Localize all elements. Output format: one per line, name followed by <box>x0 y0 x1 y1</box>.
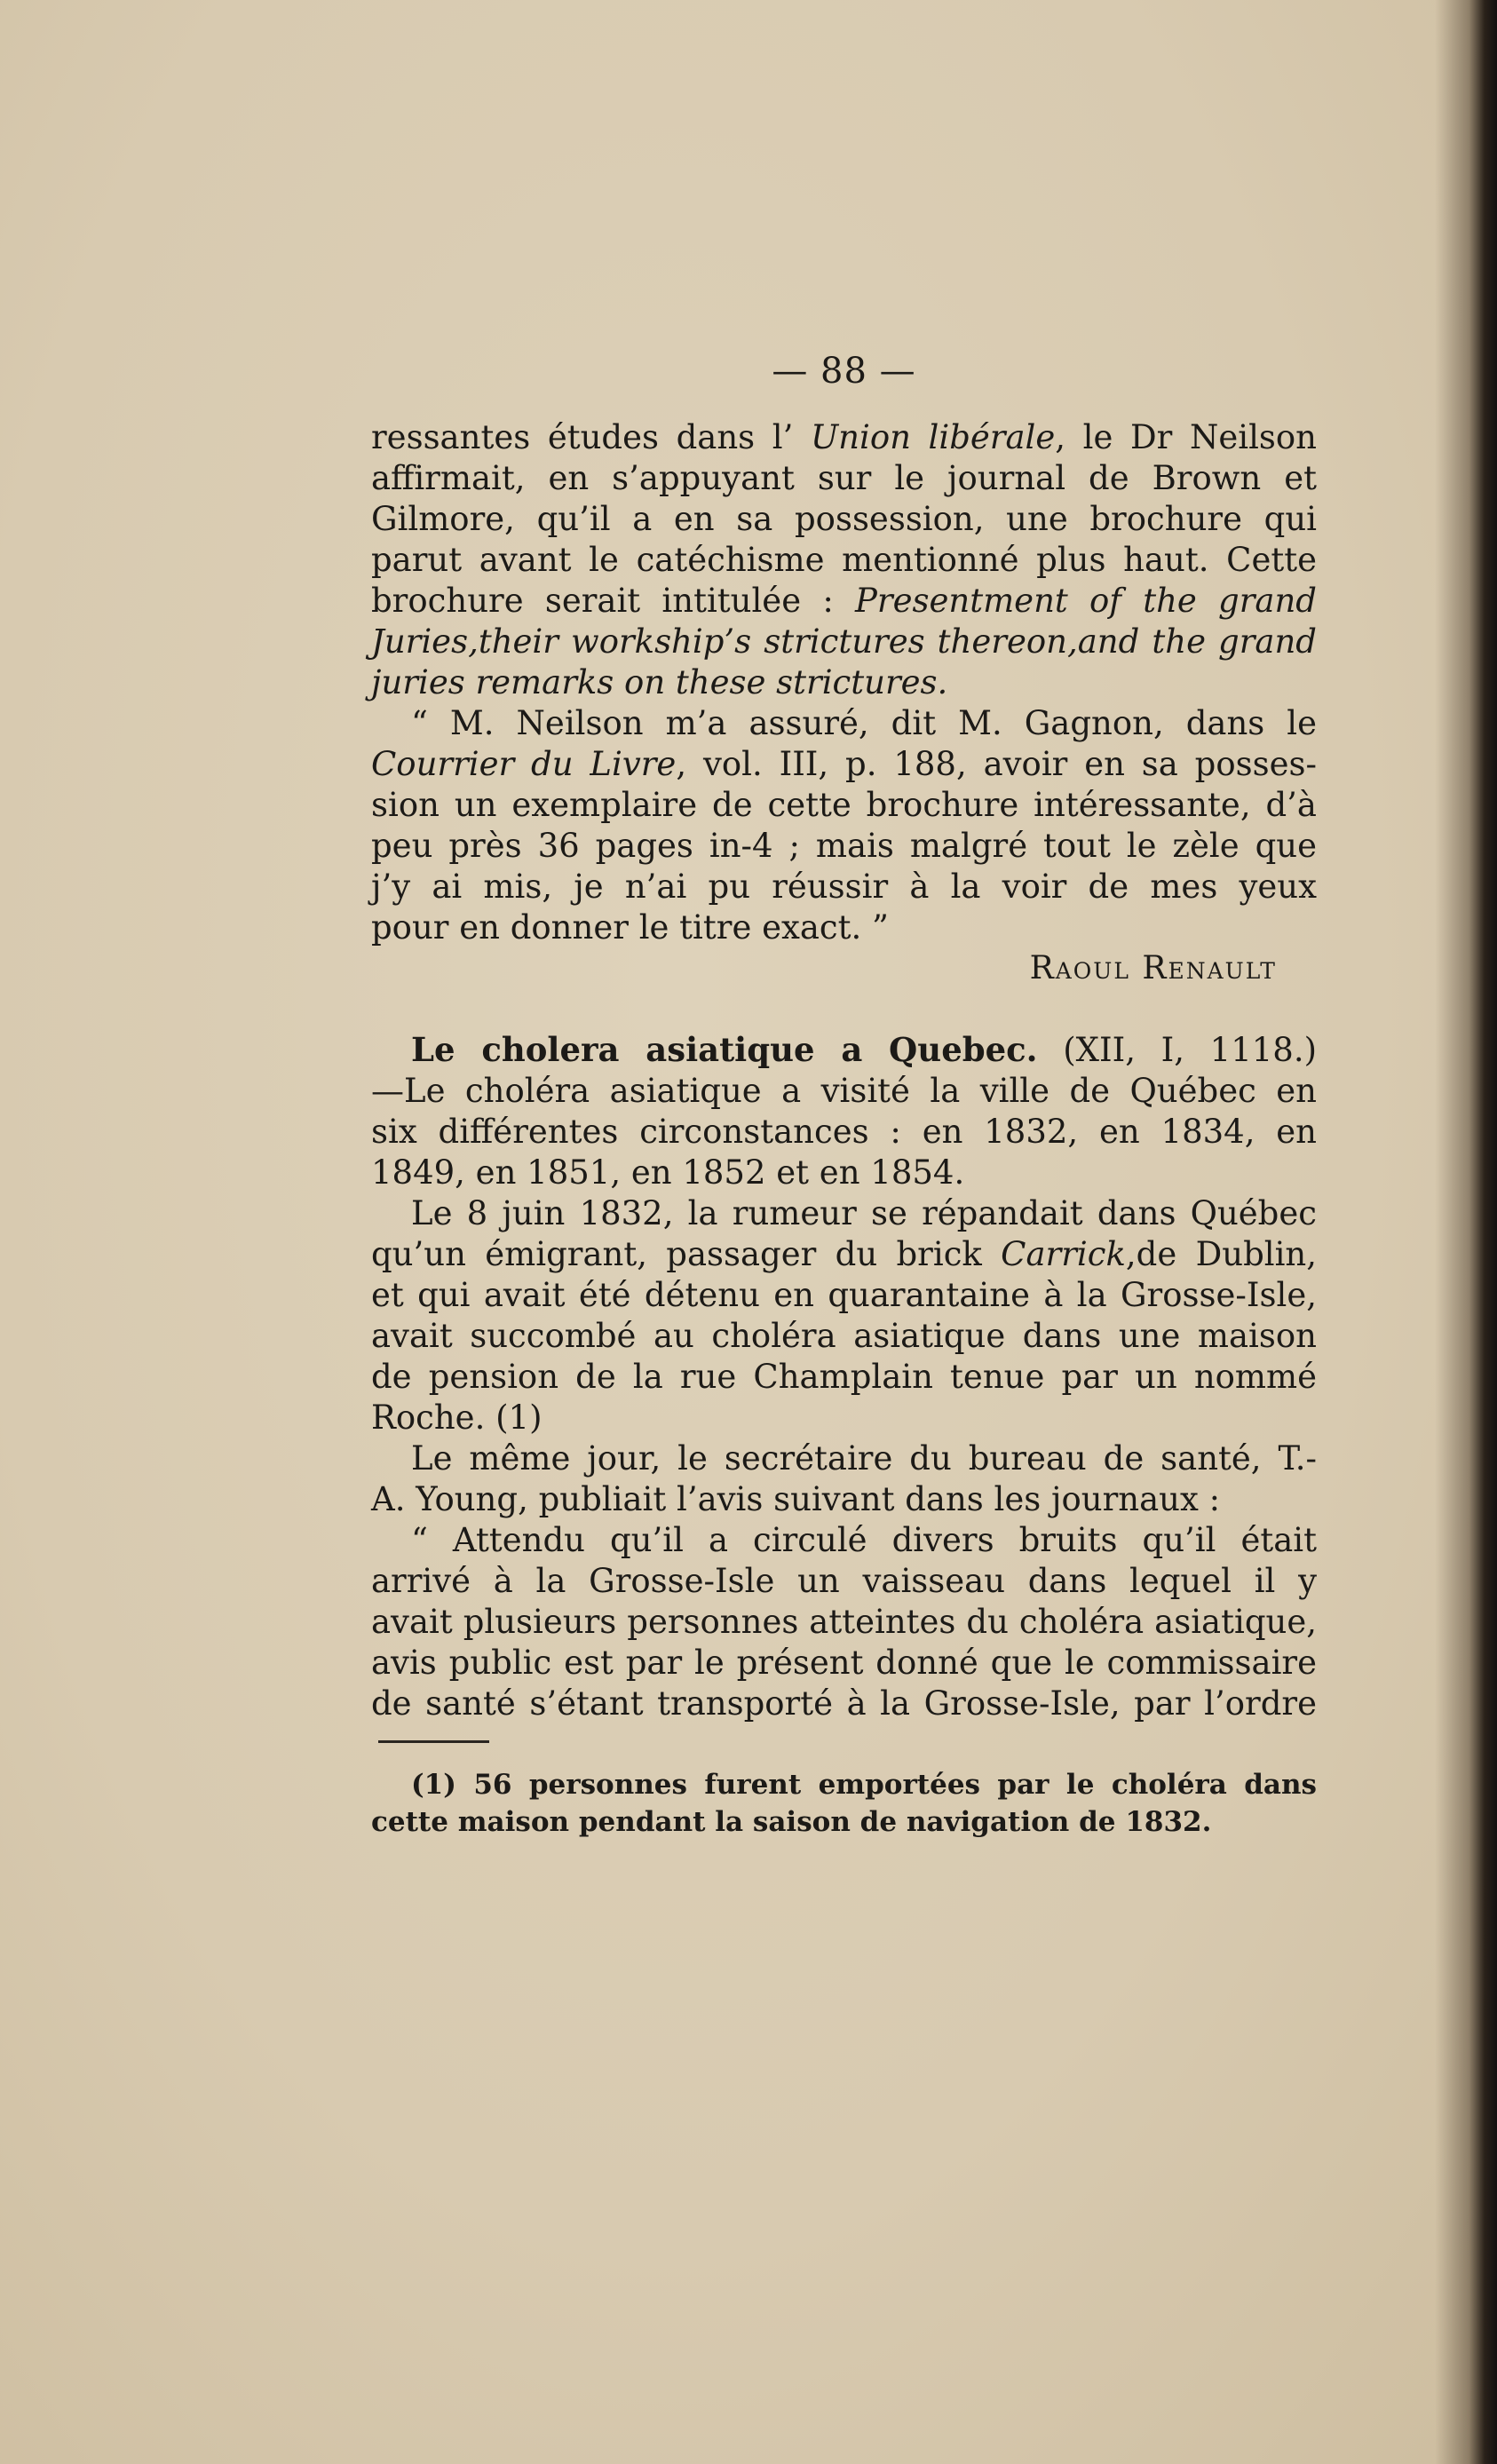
text-line: Gilmore, qu’il a en sa possession, une brochure qui <box>371 500 1317 538</box>
text-line: qu’un émigrant, passager du brick Carrick,de Dublin, <box>371 1235 1318 1273</box>
page-edge-shadow <box>1435 0 1497 2464</box>
section-reference: (XII, I, 1118.) <box>1063 1031 1318 1069</box>
section-gap <box>371 989 1317 1029</box>
text-line: j’y ai mis, je n’ai pu réussir à la voir de mes yeux <box>371 868 1317 906</box>
text-line: 1849, en 1851, en 1852 et en 1854. <box>371 1153 965 1192</box>
footnote <box>371 1766 1317 1841</box>
text-line: Le 8 juin 1832, la rumeur se répandait dans Québec <box>411 1194 1317 1232</box>
text-line: Courrier du Livre, vol. III, p. 188, avoir en sa posses- <box>371 745 1317 783</box>
footnote-line: cette maison pendant la saison de navigation de 1832. <box>371 1806 1212 1838</box>
italic-title: Presentment of the grand <box>855 582 1317 620</box>
text-line: juries remarks on these strictures. <box>371 663 948 701</box>
text-line: A. Young, publiait l’avis suivant dans les journaux : <box>371 1480 1221 1518</box>
text-line: six différentes circonstances : en 1832, en 1834, en <box>371 1113 1317 1151</box>
paragraph-neilson <box>371 417 1317 703</box>
section-heading: Le cholera asiatique a Quebec. <box>411 1030 1038 1069</box>
text-line: ressantes études dans l’ Union libérale, le Dr Neilson <box>371 418 1317 456</box>
text-line: “ M. Neilson m’a assuré, dit M. Gagnon, dans le <box>411 704 1317 742</box>
text-line: avait plusieurs personnes atteintes du choléra asiatique, <box>371 1603 1317 1641</box>
author-signature: Raoul Renault <box>1029 950 1277 986</box>
text-line: “ Attendu qu’il a circulé divers bruits qu’il était <box>411 1521 1317 1559</box>
text-column <box>371 417 1317 1841</box>
text-line: de pension de la rue Champlain tenue par un nommé <box>371 1358 1317 1396</box>
italic-title: Union libérale <box>810 418 1056 456</box>
footnote-line: (1) 56 personnes furent emportées par le choléra dans <box>411 1769 1317 1801</box>
paragraph-cholera-intro <box>371 1029 1317 1193</box>
text-line: avait succombé au choléra asiatique dans une maison <box>371 1317 1317 1355</box>
text-line: Le même jour, le secrétaire du bureau de santé, T.- <box>411 1439 1317 1478</box>
text-line: peu près 36 pages in-4 ; mais malgré tout le zèle que <box>371 827 1317 865</box>
text-line: brochure serait intitulée : Presentment of the grand <box>371 582 1317 620</box>
paragraph-young-notice <box>371 1438 1317 1520</box>
text-line: sion un exemplaire de cette brochure intéressante, d’à <box>371 786 1317 824</box>
text-line: de santé s’étant transporté à la Grosse-Isle, par l’ordre <box>371 1684 1317 1723</box>
text-line <box>371 1029 1317 1071</box>
paragraph-june-1832 <box>371 1193 1317 1438</box>
text-line: Roche. (1) <box>371 1398 543 1437</box>
page-number: — 88 — <box>772 351 916 392</box>
text-line: et qui avait été détenu en quarantaine à la Grosse-Isle, <box>371 1276 1317 1314</box>
italic-title: Courrier du Livre <box>371 745 677 783</box>
text-line: affirmait, en s’appuyant sur le journal de Brown et <box>371 459 1317 497</box>
italic-ship-name: Carrick <box>1001 1235 1126 1273</box>
text-line: Juries,their workship’s strictures thereon,and the grand <box>371 622 1317 661</box>
text-line: parut avant le catéchisme mentionné plus haut. Cette <box>371 541 1317 579</box>
text-line: avis public est par le présent donné que le commissaire <box>371 1644 1317 1682</box>
text-line: pour en donner le titre exact. ” <box>371 908 889 947</box>
paragraph-gagnon-quote <box>371 703 1317 948</box>
text-line: arrivé à la Grosse-Isle un vaisseau dans lequel il y <box>371 1562 1317 1600</box>
footnote-rule <box>378 1740 489 1743</box>
paragraph-public-notice <box>371 1520 1317 1724</box>
text-line: —Le choléra asiatique a visité la ville de Québec en <box>371 1072 1317 1110</box>
